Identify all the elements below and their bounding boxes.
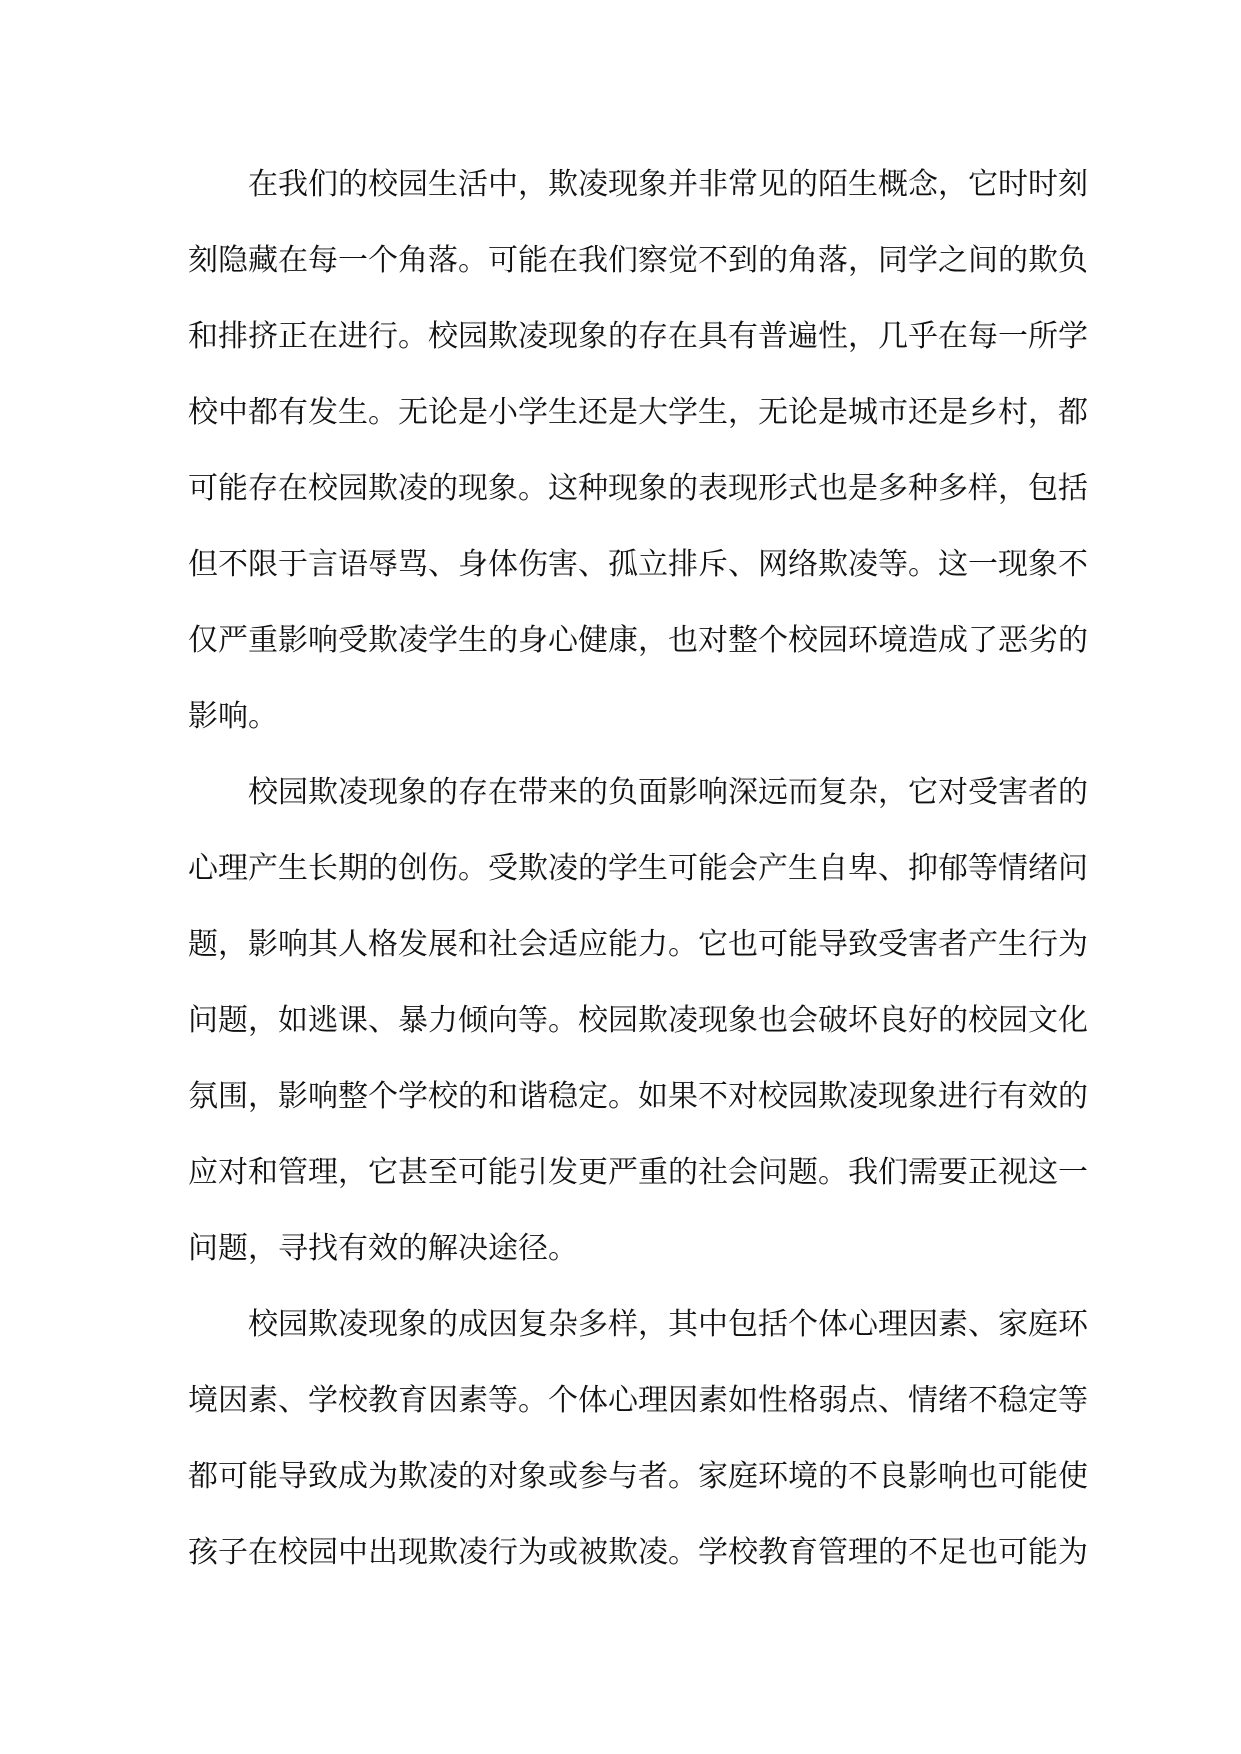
text-line: 仅严重影响受欺凌学生的身心健康，也对整个校园环境造成了恶劣的 — [188, 623, 1088, 658]
text-line: 校园欺凌现象的存在带来的负面影响深远而复杂，它对受害者的 — [248, 775, 1088, 810]
text-line: 孩子在校园中出现欺凌行为或被欺凌。学校教育管理的不足也可能为 — [188, 1535, 1088, 1570]
text-line: 校中都有发生。无论是小学生还是大学生，无论是城市还是乡村，都 — [188, 395, 1088, 430]
paragraph-3 — [188, 1287, 1088, 1591]
text-line: 问题，如逃课、暴力倾向等。校园欺凌现象也会破坏良好的校园文化 — [188, 1003, 1088, 1038]
document-body — [188, 147, 1088, 1591]
paragraph-2 — [188, 755, 1088, 1287]
text-line: 在我们的校园生活中，欺凌现象并非常见的陌生概念，它时时刻 — [248, 167, 1088, 202]
text-line: 影响。 — [188, 699, 278, 734]
text-line: 心理产生长期的创伤。受欺凌的学生可能会产生自卑、抑郁等情绪问 — [188, 851, 1088, 886]
text-line: 境因素、学校教育因素等。个体心理因素如性格弱点、情绪不稳定等 — [188, 1383, 1088, 1418]
text-line: 氛围，影响整个学校的和谐稳定。如果不对校园欺凌现象进行有效的 — [188, 1079, 1088, 1114]
text-line: 但不限于言语辱骂、身体伤害、孤立排斥、网络欺凌等。这一现象不 — [188, 547, 1088, 582]
text-line: 校园欺凌现象的成因复杂多样，其中包括个体心理因素、家庭环 — [248, 1307, 1088, 1342]
text-line: 都可能导致成为欺凌的对象或参与者。家庭环境的不良影响也可能使 — [188, 1459, 1088, 1494]
text-line: 可能存在校园欺凌的现象。这种现象的表现形式也是多种多样，包括 — [188, 471, 1088, 506]
text-line: 应对和管理，它甚至可能引发更严重的社会问题。我们需要正视这一 — [188, 1155, 1088, 1190]
text-line: 问题，寻找有效的解决途径。 — [188, 1231, 578, 1266]
text-line: 刻隐藏在每一个角落。可能在我们察觉不到的角落，同学之间的欺负 — [188, 243, 1088, 278]
text-line: 和排挤正在进行。校园欺凌现象的存在具有普遍性，几乎在每一所学 — [188, 319, 1088, 354]
text-line: 题，影响其人格发展和社会适应能力。它也可能导致受害者产生行为 — [188, 927, 1088, 962]
paragraph-1 — [188, 147, 1088, 755]
